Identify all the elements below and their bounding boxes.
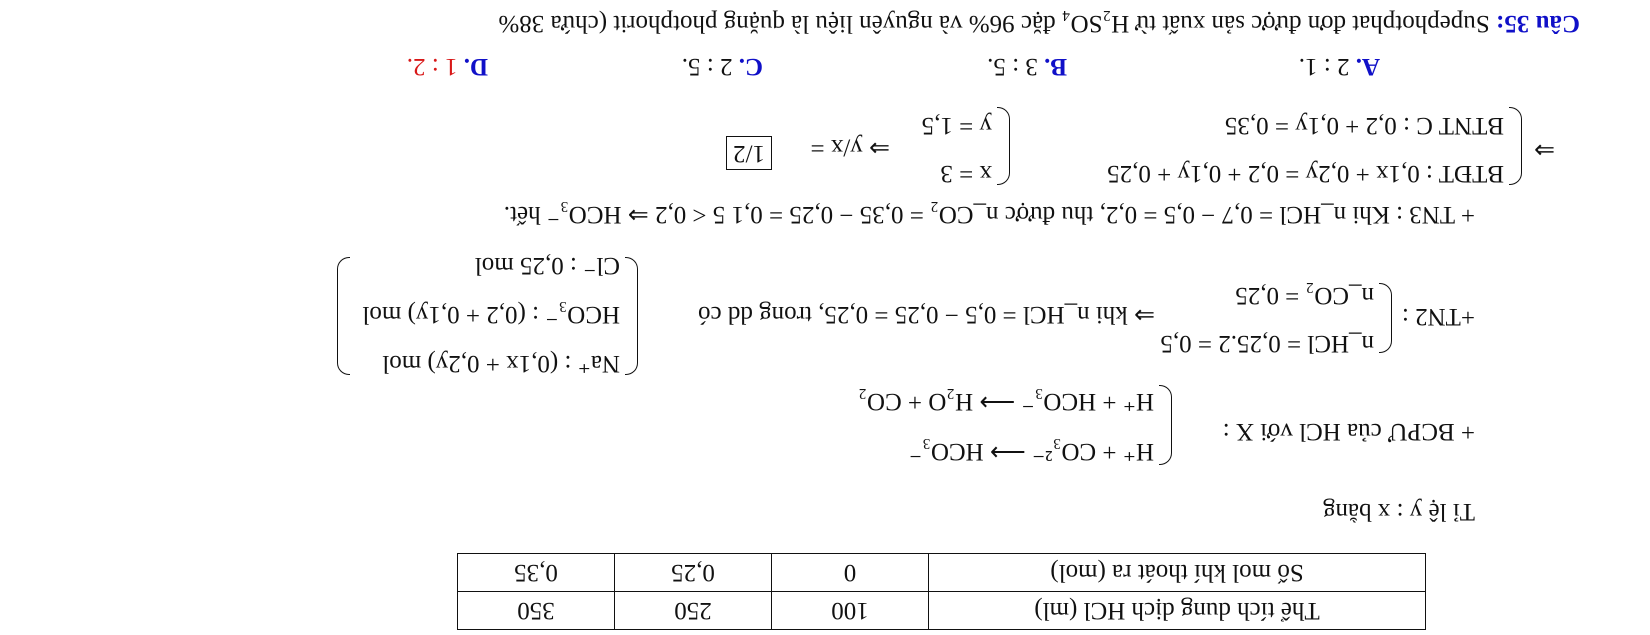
answer-text: 1 : 2. (406, 53, 458, 80)
answer-b (987, 52, 1067, 80)
answer-text: 2 : 5. (681, 53, 733, 80)
answer-letter: D. (463, 53, 488, 80)
tn2-ion: Na⁺ : (0,1x + 0,2y) mol (382, 350, 620, 377)
brace (997, 107, 1010, 185)
table-cell: 100 (772, 592, 929, 630)
system-result-prefix: ⇒ y/x = (810, 134, 890, 161)
system-sol2: y = 1,5 (921, 112, 992, 139)
answer-text: 3 : 5. (987, 53, 1038, 80)
system-result-box: 1/2 (726, 136, 772, 170)
ratio-question: Tỉ lệ y : x bằng (1322, 498, 1475, 525)
tn2-middle: ⇒ khi n_HCl = 0,5 − 0,25 = 0,25, trong dd có (698, 301, 1155, 328)
answer-letter: A. (1355, 53, 1380, 80)
answer-letter: C. (738, 53, 763, 80)
answer-letter: B. (1044, 53, 1067, 80)
brace (1509, 107, 1522, 185)
brace (337, 257, 350, 375)
question-line1: Supephotphat đơn được sản xuất từ H₂SO₄ đặc 96% và nguyên liệu là quặng photphorit (chứa 38% (498, 10, 1490, 37)
next-question (180, 0, 1580, 37)
brace (625, 257, 638, 375)
answer-c (682, 52, 763, 80)
bcpu-eq2: H⁺ + HCO₃⁻ ⟶ H₂O + CO₂ (858, 388, 1154, 415)
system-eq1: BTĐT : 0,1x + 0,2y = 0,2 + 0,1y + 0,25 (1107, 160, 1504, 187)
data-table (457, 553, 1426, 630)
table-cell: Thể tích dung dịch HCl (ml) (929, 592, 1426, 630)
bcpu-eq1: H⁺ + CO₃²⁻ ⟶ HCO₃⁻ (908, 438, 1154, 465)
system-eq2: BTNT C : 0,2 + 0,1y = 0,35 (1224, 112, 1504, 139)
table-row (458, 592, 1426, 630)
system-sol1: x = 3 (940, 160, 992, 187)
answer-d (407, 52, 488, 80)
brace (1159, 385, 1172, 465)
tn2-line1: n_HCl = 0,25.2 = 0,5 (1160, 330, 1374, 357)
question-label: Câu 35: (1495, 10, 1580, 37)
tn3-text: + TN3 : Khi n_HCl = 0,7 − 0,5 = 0,2, thu được n_CO₂ = 0,35 − 0,25 = 0,1 5 < 0,2 ⇒ HCO₃⁻ hết. (503, 201, 1475, 228)
bcpu-prefix: + BCPƯ của HCl với X : (1222, 418, 1475, 445)
tn2-prefix: +TN2 : (1401, 303, 1475, 330)
table-cell: Số mol khí thoát ra (mol) (929, 554, 1426, 592)
table-cell: 250 (615, 592, 772, 630)
table-cell: 0,35 (458, 554, 615, 592)
table-cell: 350 (458, 592, 615, 630)
answer-a (1299, 52, 1380, 80)
tn2-ion: HCO₃⁻ : (0,2 + 0,1y) mol (362, 301, 620, 328)
table-cell: 0,25 (615, 554, 772, 592)
table-cell: 0 (772, 554, 929, 592)
brace (1379, 283, 1392, 353)
tn2-line2: n_CO₂ = 0,25 (1235, 282, 1374, 309)
answer-text: 2 : 1. (1298, 53, 1350, 80)
tn2-ion: Cl⁻ : 0,25 mol (474, 252, 620, 279)
system-arrow: ⇒ (1534, 136, 1555, 163)
table-row (458, 554, 1426, 592)
